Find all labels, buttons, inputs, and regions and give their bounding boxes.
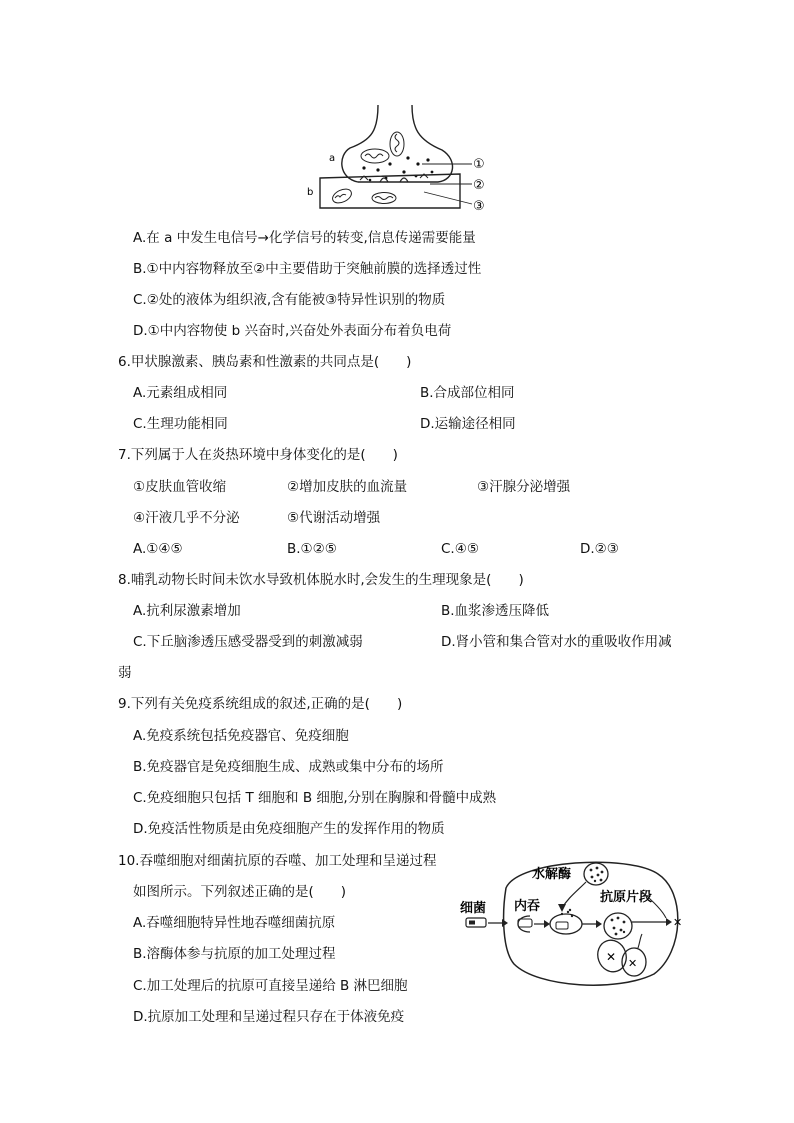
q9-option-b: B.免疫器官是免疫细胞生成、成熟或集中分布的场所 <box>133 759 444 775</box>
q7-option-b: B.①②⑤ <box>287 541 337 557</box>
svg-text:✕: ✕ <box>628 957 638 970</box>
q7-item-4: ④汗液几乎不分泌 <box>133 510 240 526</box>
svg-text:✕: ✕ <box>673 916 683 929</box>
q8-stem: 8.哺乳动物长时间未饮水导致机体脱水时,会发生的生理现象是( ) <box>118 572 524 588</box>
q10-option-c: C.加工处理后的抗原可直接呈递给 B 淋巴细胞 <box>133 978 408 994</box>
q9-stem: 9.下列有关免疫系统组成的叙述,正确的是( ) <box>118 696 403 712</box>
q8-option-d-wrap: 弱 <box>118 665 132 681</box>
q10-option-b: B.溶酶体参与抗原的加工处理过程 <box>133 946 336 962</box>
q6-stem: 6.甲状腺激素、胰岛素和性激素的共同点是( ) <box>118 354 412 370</box>
q8-option-c: C.下丘脑渗透压感受器受到的刺激减弱 <box>133 634 363 650</box>
q10-option-d: D.抗原加工处理和呈递过程只存在于体液免疫 <box>133 1009 405 1025</box>
q6-option-d: D.运输途径相同 <box>420 416 516 432</box>
q6-option-c: C.生理功能相同 <box>133 416 228 432</box>
q7-item-1: ①皮肤血管收缩 <box>133 479 227 495</box>
label-b: b <box>307 187 314 198</box>
q7-option-d: D.②③ <box>580 541 619 557</box>
q6-option-a: A.元素组成相同 <box>133 385 228 401</box>
q10-option-a: A.吞噬细胞特异性地吞噬细菌抗原 <box>133 915 336 931</box>
label-antigen-fragment: 抗原片段 <box>600 890 653 905</box>
synapse-diagram <box>307 100 500 215</box>
antigen-processing-diagram <box>458 852 698 987</box>
q7-option-c: C.④⑤ <box>441 541 479 557</box>
q8-option-d: D.肾小管和集合管对水的重吸收作用减 <box>441 634 672 650</box>
marker-2: ② <box>473 178 485 193</box>
label-bacteria: 细菌 <box>460 901 487 916</box>
q7-item-5: ⑤代谢活动增强 <box>287 510 381 526</box>
q7-item-3: ③汗腺分泌增强 <box>477 479 571 495</box>
q5-option-c: C.②处的液体为组织液,含有能被③特异性识别的物质 <box>133 292 446 308</box>
q7-option-a: A.①④⑤ <box>133 541 183 557</box>
label-endocytosis: 内吞 <box>514 899 541 914</box>
marker-1: ① <box>473 157 485 172</box>
q10-stem-line2: 如图所示。下列叙述正确的是( ) <box>133 884 347 900</box>
svg-text:✕: ✕ <box>606 950 617 964</box>
q9-option-a: A.免疫系统包括免疫器官、免疫细胞 <box>133 728 349 744</box>
q6-option-b: B.合成部位相同 <box>420 385 515 401</box>
label-hydrolase: 水解酶 <box>532 867 572 882</box>
q5-option-a: A.在 a 中发生电信号→化学信号的转变,信息传递需要能量 <box>133 230 476 246</box>
q5-option-d: D.①中内容物使 b 兴奋时,兴奋处外表面分布着负电荷 <box>133 323 452 339</box>
q8-option-b: B.血浆渗透压降低 <box>441 603 550 619</box>
q9-option-c: C.免疫细胞只包括 T 细胞和 B 细胞,分别在胸腺和骨髓中成熟 <box>133 790 497 806</box>
label-a: a <box>329 153 336 164</box>
q10-stem-line1: 10.吞噬细胞对细菌抗原的吞噬、加工处理和呈递过程 <box>118 853 437 869</box>
q8-option-a: A.抗利尿激素增加 <box>133 603 241 619</box>
q7-item-2: ②增加皮肤的血流量 <box>287 479 408 495</box>
q7-stem: 7.下列属于人在炎热环境中身体变化的是( ) <box>118 447 398 463</box>
q9-option-d: D.免疫活性物质是由免疫细胞产生的发挥作用的物质 <box>133 821 445 837</box>
marker-3: ③ <box>473 199 485 214</box>
q5-option-b: B.①中内容物释放至②中主要借助于突触前膜的选择透过性 <box>133 261 482 277</box>
